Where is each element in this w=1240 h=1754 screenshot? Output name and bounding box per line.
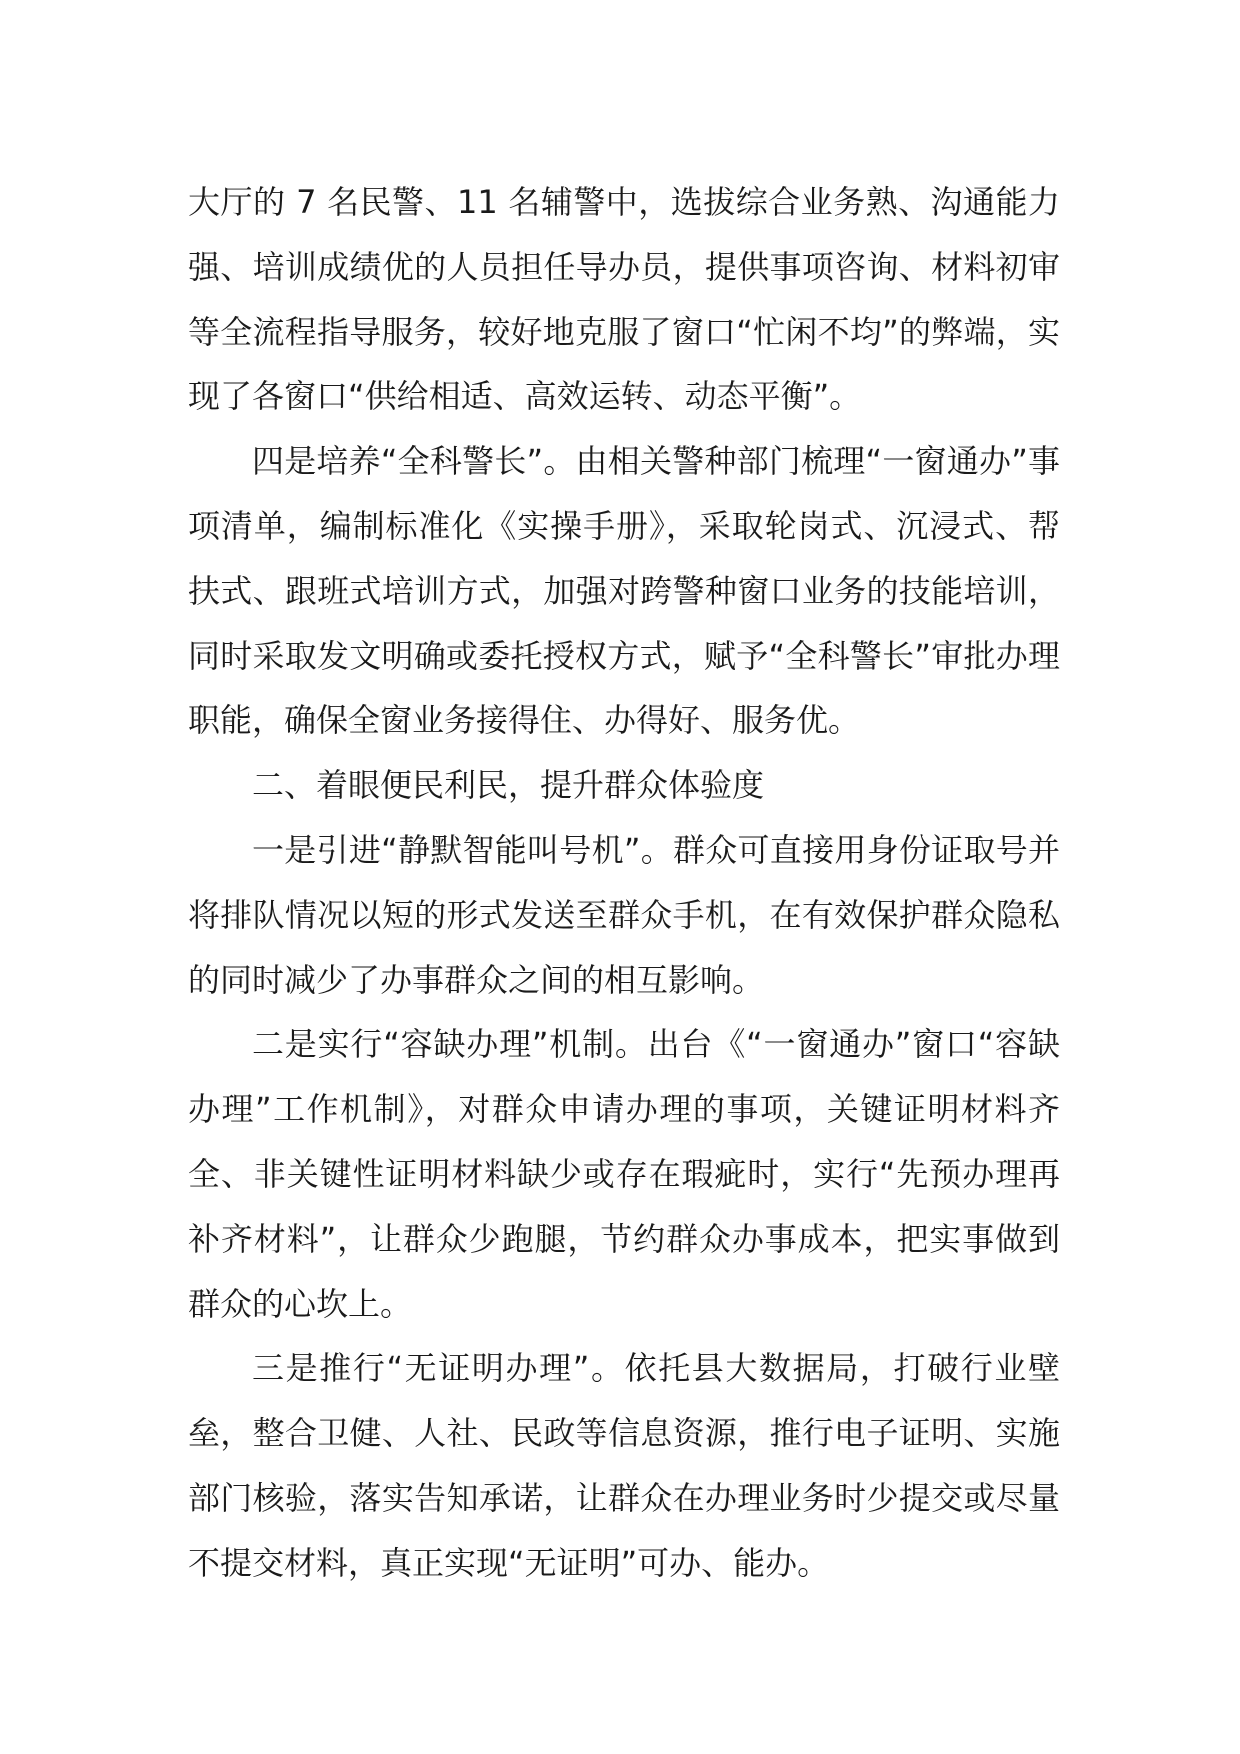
document-body [188, 170, 1060, 1596]
paragraph-continued: 大厅的 7 名民警、11 名辅警中，选拔综合业务熟、沟通能力强、培训成绩优的人员担任导办员，提供事项咨询、材料初审等全流程指导服务，较好地克服了窗口“忙闲不均”的弊端，实现了各窗口“供给相适、高效运转、动态平衡”。 [188, 183, 1060, 416]
paragraph-point-one: 一是引进“静默智能叫号机”。群众可直接用身份证取号并将排队情况以短的形式发送至群众手机，在有效保护群众隐私的同时减少了办事群众之间的相互影响。 [188, 830, 1060, 999]
paragraph-point-two: 二是实行“容缺办理”机制。出台《“一窗通办”窗口“容缺办理”工作机制》，对群众申请办理的事项，关键证明材料齐全、非关键性证明材料缺少或存在瑕疵时，实行“先预办理再补齐材料”，让群众少跑腿，节约群众办事成本，把实事做到群众的心坎上。 [188, 1025, 1060, 1323]
paragraph-point-four: 四是培养“全科警长”。由相关警种部门梳理“一窗通办”事项清单，编制标准化《实操手册》，采取轮岗式、沉浸式、帮扶式、跟班式培训方式，加强对跨警种窗口业务的技能培训，同时采取发文明确或委托授权方式，赋予“全科警长”审批办理职能，确保全窗业务接得住、办得好、服务优。 [188, 442, 1060, 740]
section-heading-two: 二、着眼便民利民，提升群众体验度 [252, 766, 765, 805]
paragraph-point-three: 三是推行“无证明办理”。依托县大数据局，打破行业壁垒，整合卫健、人社、民政等信息资源，推行电子证明、实施部门核验，落实告知承诺，让群众在办理业务时少提交或尽量不提交材料，真正实现“无证明”可办、能办。 [188, 1349, 1060, 1582]
